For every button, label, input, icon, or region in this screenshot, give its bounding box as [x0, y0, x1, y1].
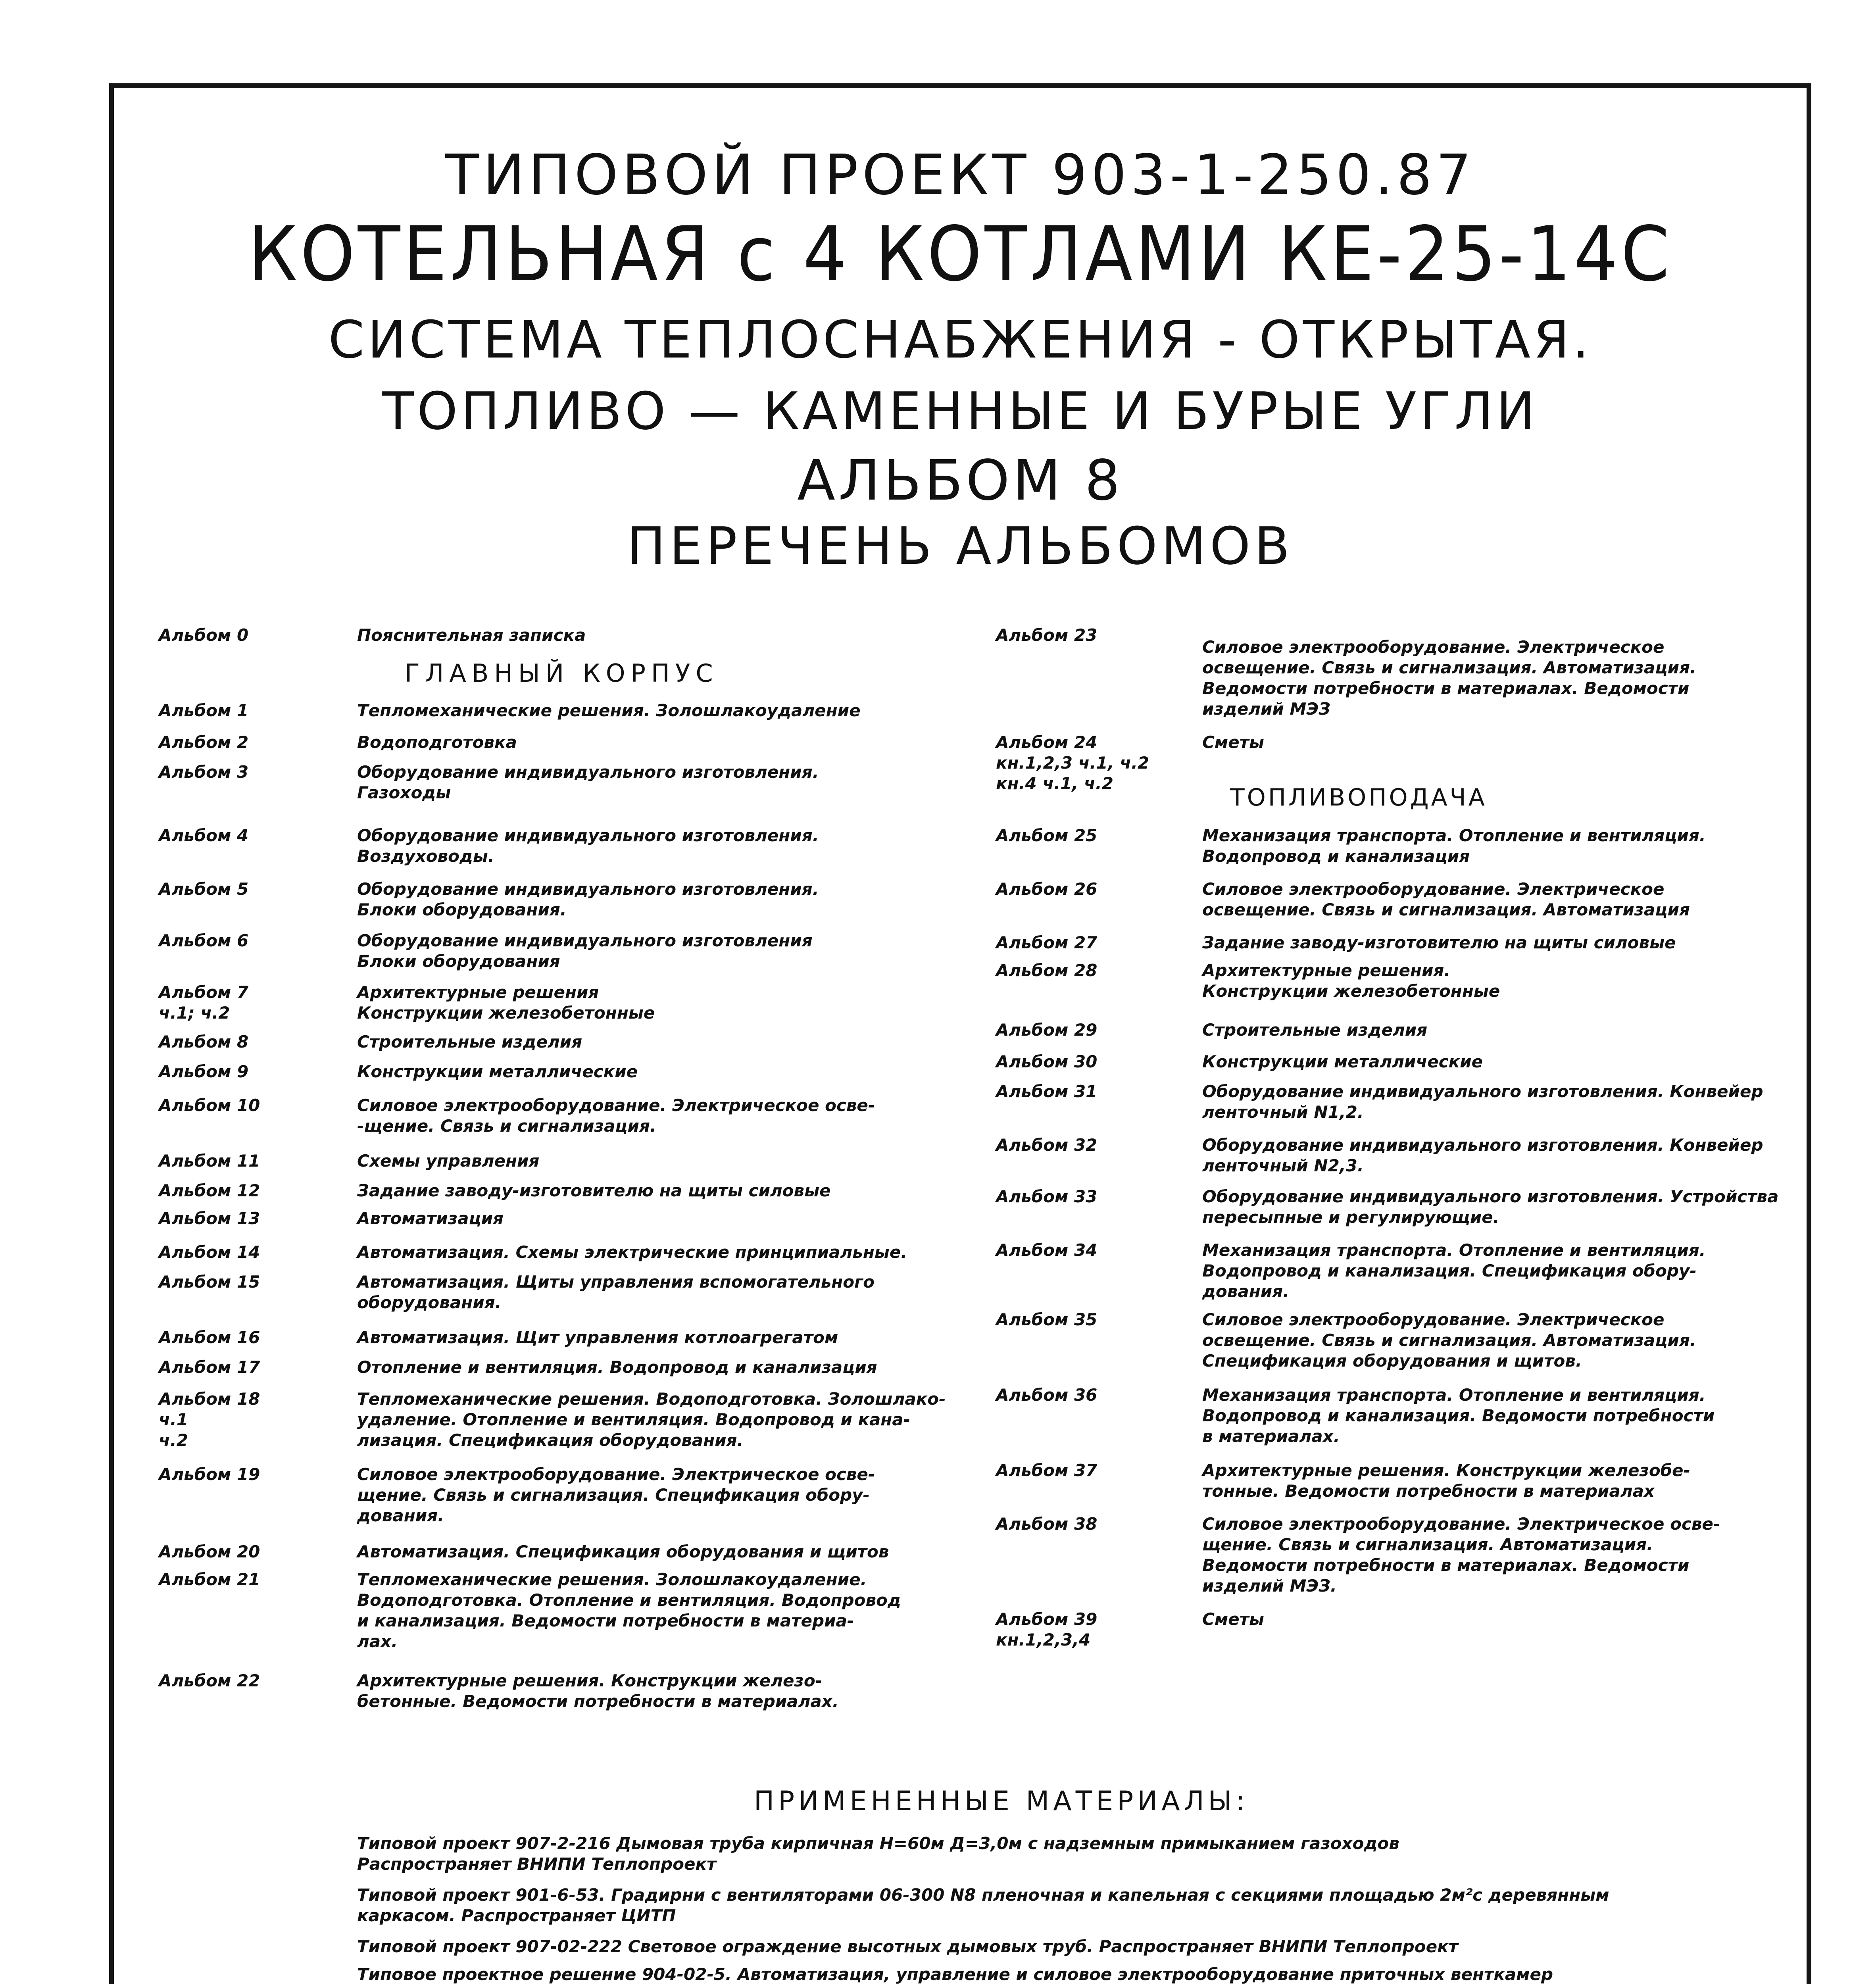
album-label: Альбом 13: [159, 1209, 260, 1228]
album-label: Альбом 9: [159, 1062, 249, 1081]
album-description: Оборудование индивидуального изготовления. Воздуховоды.: [357, 826, 819, 866]
album-label: Альбом 30: [996, 1052, 1098, 1071]
album-description: Сметы: [1202, 732, 1264, 752]
album-description: Строительные изделия: [357, 1032, 582, 1052]
album-description: Пояснительная записка: [357, 625, 586, 645]
album-description: Оборудование индивидуального изготовления. Конвейер ленточный N2,3.: [1202, 1135, 1763, 1175]
album-label: Альбом 26: [996, 879, 1098, 899]
album-label: Альбом 19: [159, 1465, 260, 1484]
album-label: Альбом 18 ч.1 ч.2: [159, 1389, 260, 1450]
album-label: Альбом 21: [159, 1570, 260, 1589]
album-description: Автоматизация. Щиты управления вспомогательного оборудования.: [357, 1272, 875, 1312]
album-description: Архитектурные решения Конструкции железобетонные: [357, 982, 655, 1023]
main-building-section-heading: ГЛАВНЫЙ КОРПУС: [405, 659, 719, 688]
album-label: Альбом 2: [159, 732, 249, 752]
album-description: Механизация транспорта. Отопление и вентиляция. Водопровод и канализация. Ведомости потребности в материалах.: [1202, 1385, 1715, 1446]
album-label: Альбом 0: [159, 625, 249, 645]
album-description: Тепломеханические решения. Золошлакоудаление. Водоподготовка. Отопление и вентиляция. Водопровод и канализация. Ведомости потребности в материа- лах.: [357, 1570, 901, 1651]
album-description: Автоматизация: [357, 1209, 504, 1228]
album-description: Архитектурные решения. Конструкции железобетонные: [1202, 961, 1500, 1001]
album-label: Альбом 23: [996, 625, 1098, 645]
album-description: Силовое электрооборудование. Электрическое осве- щение. Связь и сигнализация. Автоматизация. Ведомости потребности в материалах. Ведомости изделий МЭЗ.: [1202, 1514, 1720, 1596]
album-label: Альбом 8: [159, 1032, 249, 1052]
album-description: Задание заводу-изготовителю на щиты силовые: [1202, 933, 1676, 952]
album-description: Архитектурные решения. Конструкции железобе- тонные. Ведомости потребности в материалах: [1202, 1461, 1690, 1501]
album-description: Механизация транспорта. Отопление и вентиляция. Водопровод и канализация: [1202, 826, 1706, 866]
album-label: Альбом 4: [159, 826, 249, 845]
album-label: Альбом 39 кн.1,2,3,4: [996, 1609, 1098, 1649]
material-item: Типовой проект 907-02-222 Световое ограждение высотных дымовых труб. Распространяет ВНИПИ Теплопроект: [357, 1937, 1458, 1956]
album-number-heading: АЛЬБОМ 8: [797, 448, 1123, 513]
album-description: Оборудование индивидуального изготовления. Конвейер ленточный N1,2.: [1202, 1082, 1763, 1122]
album-label: Альбом 27: [996, 933, 1098, 952]
project-number-heading: ТИПОВОЙ ПРОЕКТ 903-1-250.87: [445, 143, 1476, 208]
album-description: Оборудование индивидуального изготовления. Устройства пересыпные и регулирующие.: [1202, 1187, 1779, 1227]
album-description: Силовое электрооборудование. Электрическое осве- -щение. Связь и сигнализация.: [357, 1096, 875, 1136]
album-label: Альбом 17: [159, 1357, 260, 1377]
album-description: Задание заводу-изготовителю на щиты силовые: [357, 1181, 831, 1200]
album-label: Альбом 22: [159, 1671, 260, 1690]
album-label: Альбом 33: [996, 1187, 1098, 1206]
album-label: Альбом 32: [996, 1135, 1098, 1155]
album-label: Альбом 37: [996, 1461, 1098, 1480]
fuel-supply-section-heading: ТОПЛИВОПОДАЧА: [1230, 784, 1487, 811]
album-description: Оборудование индивидуального изготовления. Блоки оборудования.: [357, 879, 819, 919]
materials-heading: ПРИМЕНЕННЫЕ МАТЕРИАЛЫ:: [754, 1786, 1249, 1817]
album-description: Строительные изделия: [1202, 1020, 1428, 1040]
album-label: Альбом 10: [159, 1096, 260, 1115]
album-description: Оборудование индивидуального изготовления Блоки оборудования: [357, 931, 813, 971]
album-description: Отопление и вентиляция. Водопровод и канализация: [357, 1357, 877, 1377]
album-label: Альбом 3: [159, 762, 249, 782]
album-description: Схемы управления: [357, 1151, 540, 1171]
album-description: Архитектурные решения. Конструкции железо- бетонные. Ведомости потребности в материалах.: [357, 1671, 839, 1711]
album-label: Альбом 24 кн.1,2,3 ч.1, ч.2 кн.4 ч.1, ч.2: [996, 732, 1149, 793]
album-label: Альбом 5: [159, 879, 249, 899]
album-label: Альбом 12: [159, 1181, 260, 1200]
album-label: Альбом 6: [159, 931, 249, 950]
album-description: Сметы: [1202, 1609, 1264, 1629]
album-description: Автоматизация. Спецификация оборудования и щитов: [357, 1542, 889, 1561]
album-description: Водоподготовка: [357, 732, 517, 752]
album-label: Альбом 36: [996, 1385, 1098, 1405]
album-description: Механизация транспорта. Отопление и вентиляция. Водопровод и канализация. Спецификация обору- дования.: [1202, 1240, 1706, 1301]
album-label: Альбом 15: [159, 1272, 260, 1292]
album-label: Альбом 31: [996, 1082, 1098, 1101]
material-item: Типовое проектное решение 904-02-5. Автоматизация, управление и силовое электрооборудование приточных венткамер: [357, 1965, 1553, 1984]
album-label: Альбом 1: [159, 701, 249, 720]
fuel-heading: ТОПЛИВО — КАМЕННЫЕ И БУРЫЕ УГЛИ: [382, 381, 1538, 441]
heating-system-heading: СИСТЕМА ТЕПЛОСНАБЖЕНИЯ - ОТКРЫТАЯ.: [328, 310, 1592, 370]
album-description: Силовое электрооборудование. Электрическое осве- щение. Связь и сигнализация. Спецификация обору- дования.: [357, 1465, 875, 1525]
album-label: Альбом 35: [996, 1310, 1098, 1329]
album-description: Силовое электрооборудование. Электрическое освещение. Связь и сигнализация. Автоматизация: [1202, 879, 1690, 919]
album-description: Автоматизация. Щит управления котлоагрегатом: [357, 1328, 838, 1347]
album-description: Тепломеханические решения. Водоподготовка. Золошлако- удаление. Отопление и вентиляция. Водопровод и кана- лизация. Спецификация оборудования.: [357, 1389, 946, 1450]
material-item: Типовой проект 901-6-53. Градирни с вентиляторами 06-300 N8 пленочная и капельная с секциями площадью 2м²с деревянным каркасом. Распространяет ЦИТП: [357, 1885, 1609, 1925]
album-label: Альбом 28: [996, 961, 1098, 980]
album-description: Конструкции металлические: [357, 1062, 638, 1081]
project-title-heading: КОТЕЛЬНАЯ с 4 КОТЛАМИ КЕ-25-14С: [248, 210, 1672, 298]
album-description: Силовое электрооборудование. Электрическое освещение. Связь и сигнализация. Автоматизация. Ведомости потребности в материалах. Ведомости изделий МЭЗ: [1202, 637, 1696, 719]
album-label: Альбом 29: [996, 1020, 1098, 1040]
album-description: Автоматизация. Схемы электрические принципиальные.: [357, 1242, 907, 1262]
album-label: Альбом 25: [996, 826, 1098, 845]
material-item: Типовой проект 907-2-216 Дымовая труба кирпичная Н=60м Д=3,0м с надземным примыканием газоходов Распространяет ВНИПИ Теплопроект: [357, 1834, 1399, 1874]
album-description: Оборудование индивидуального изготовления. Газоходы: [357, 762, 819, 802]
album-list-heading: ПЕРЕЧЕНЬ АЛЬБОМОВ: [627, 516, 1294, 576]
album-description: Конструкции металлические: [1202, 1052, 1483, 1071]
album-label: Альбом 14: [159, 1242, 260, 1262]
album-label: Альбом 16: [159, 1328, 260, 1347]
album-label: Альбом 34: [996, 1240, 1098, 1260]
album-label: Альбом 11: [159, 1151, 260, 1171]
album-label: Альбом 38: [996, 1514, 1098, 1534]
album-description: Тепломеханические решения. Золошлакоудаление: [357, 701, 861, 720]
album-label: Альбом 7 ч.1; ч.2: [159, 982, 249, 1023]
album-description: Силовое электрооборудование. Электрическое освещение. Связь и сигнализация. Автоматизация. Спецификация оборудования и щитов.: [1202, 1310, 1696, 1371]
album-label: Альбом 20: [159, 1542, 260, 1561]
